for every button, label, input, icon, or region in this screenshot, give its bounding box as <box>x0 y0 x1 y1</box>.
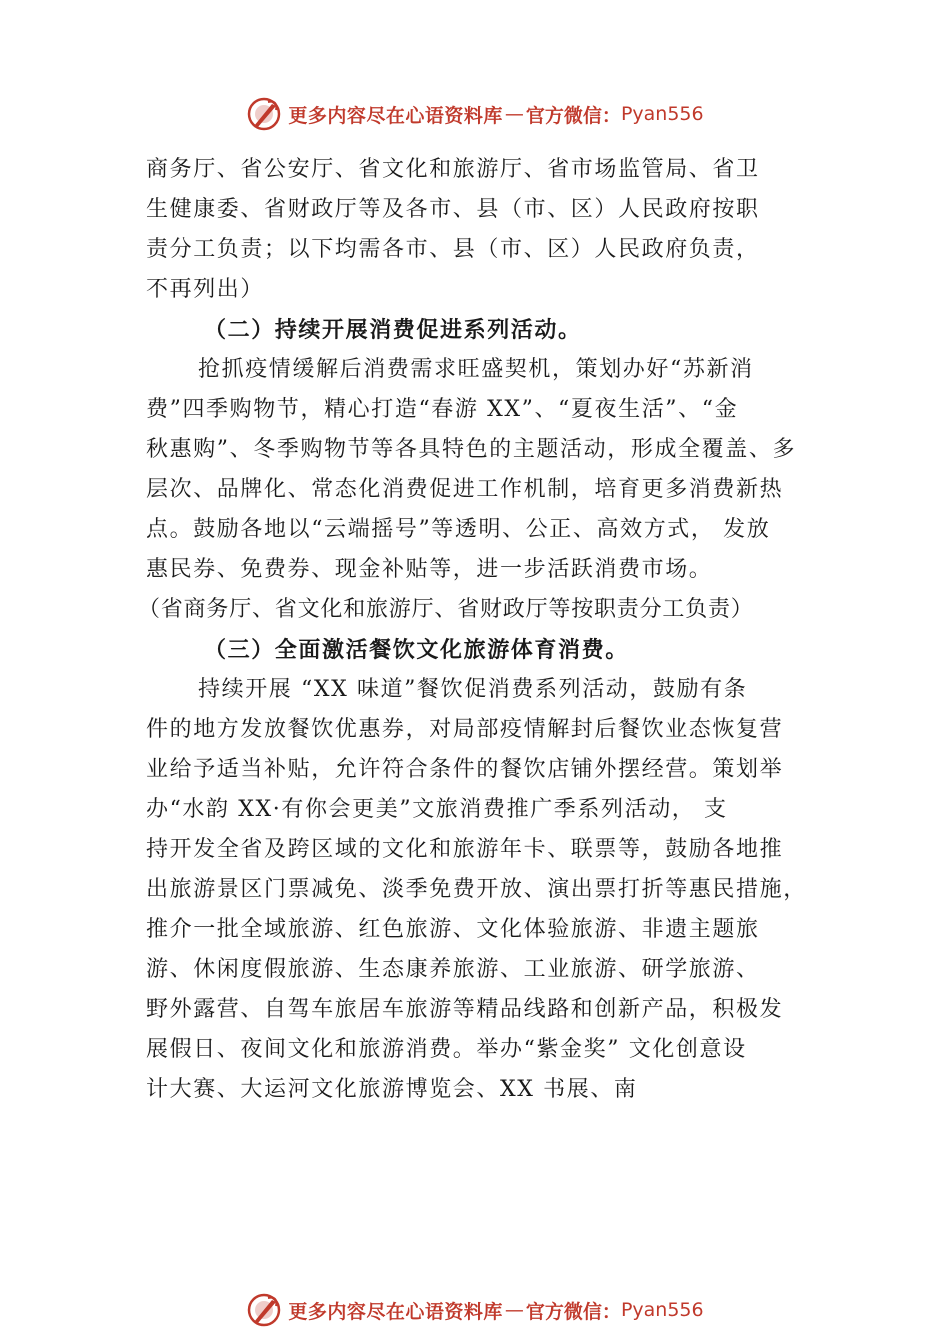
watermark-wechat-label: 官方微信： <box>525 1300 621 1323</box>
text-line: 件的地方发放餐饮优惠券，对局部疫情解封后餐饮业态恢复营 <box>146 717 784 742</box>
text-line: 生健康委、省财政厅等及各市、县（市、区）人民政府按职 <box>146 197 760 222</box>
watermark-text: 更多内容尽在心语资料库 <box>288 1300 503 1323</box>
text-line: 持续开展 “XX 味道”餐饮促消费系列活动，鼓励有条 <box>198 677 748 702</box>
text-line: 商务厅、省公安厅、省文化和旅游厅、省市场监管局、省卫 <box>146 157 760 182</box>
quill-logo-icon <box>246 1292 282 1328</box>
watermark-text: 更多内容尽在心语资料库 <box>288 104 503 127</box>
text-line: 推介一批全域旅游、红色旅游、文化体验旅游、非遗主题旅 <box>146 917 760 942</box>
footer-watermark <box>0 1290 950 1330</box>
text-line: 办“水韵 XX·有你会更美”文旅消费推广季系列活动， 支 <box>146 797 728 822</box>
text-line: 持开发全省及跨区域的文化和旅游年卡、联票等，鼓励各地推 <box>146 837 784 862</box>
text-line: 业给予适当补贴，允许符合条件的餐饮店铺外摆经营。策划举 <box>146 757 784 782</box>
text-line: 层次、品牌化、常态化消费促进工作机制，培育更多消费新热 <box>146 477 784 502</box>
responsibility-note: （省商务厅、省文化和旅游厅、省财政厅等按职责分工负责） <box>138 597 754 622</box>
text-line: 出旅游景区门票减免、淡季免费开放、演出票打折等惠民措施， <box>146 877 807 902</box>
text-line: 费”四季购物节，精心打造“春游 XX”、“夏夜生活”、“金 <box>146 397 739 422</box>
watermark-wechat-label: 官方微信： <box>525 104 621 127</box>
watermark-separator: — <box>504 103 524 125</box>
watermark-wechat-id: Pyan556 <box>620 103 704 125</box>
section-heading: （二）持续开展消费促进系列活动。 <box>204 317 582 343</box>
text-line: 责分工负责；以下均需各市、县（市、区）人民政府负责， <box>146 237 760 262</box>
text-line: 计大赛、大运河文化旅游博览会、XX 书展、南 <box>146 1077 638 1102</box>
section-heading: （三）全面激活餐饮文化旅游体育消费。 <box>204 637 629 663</box>
text-line: 野外露营、自驾车旅居车旅游等精品线路和创新产品，积极发 <box>146 997 784 1022</box>
quill-logo-icon <box>246 96 282 132</box>
watermark-separator: — <box>504 1299 524 1321</box>
text-line: 不再列出） <box>146 277 265 302</box>
document-body <box>138 150 836 1110</box>
header-watermark <box>0 94 950 134</box>
text-line: 点。鼓励各地以“云端摇号”等透明、公正、高效方式， 发放 <box>146 517 771 542</box>
text-line: 游、休闲度假旅游、生态康养旅游、工业旅游、研学旅游、 <box>146 957 760 982</box>
watermark-wechat-id: Pyan556 <box>620 1299 704 1321</box>
text-line: 抢抓疫情缓解后消费需求旺盛契机，策划办好“苏新消 <box>198 357 754 382</box>
text-line: 秋惠购”、冬季购物节等各具特色的主题活动，形成全覆盖、多 <box>146 437 797 462</box>
text-line: 惠民券、免费券、现金补贴等，进一步活跃消费市场。 <box>146 557 713 582</box>
text-line: 展假日、夜间文化和旅游消费。举办“紫金奖” 文化创意设 <box>146 1037 747 1062</box>
